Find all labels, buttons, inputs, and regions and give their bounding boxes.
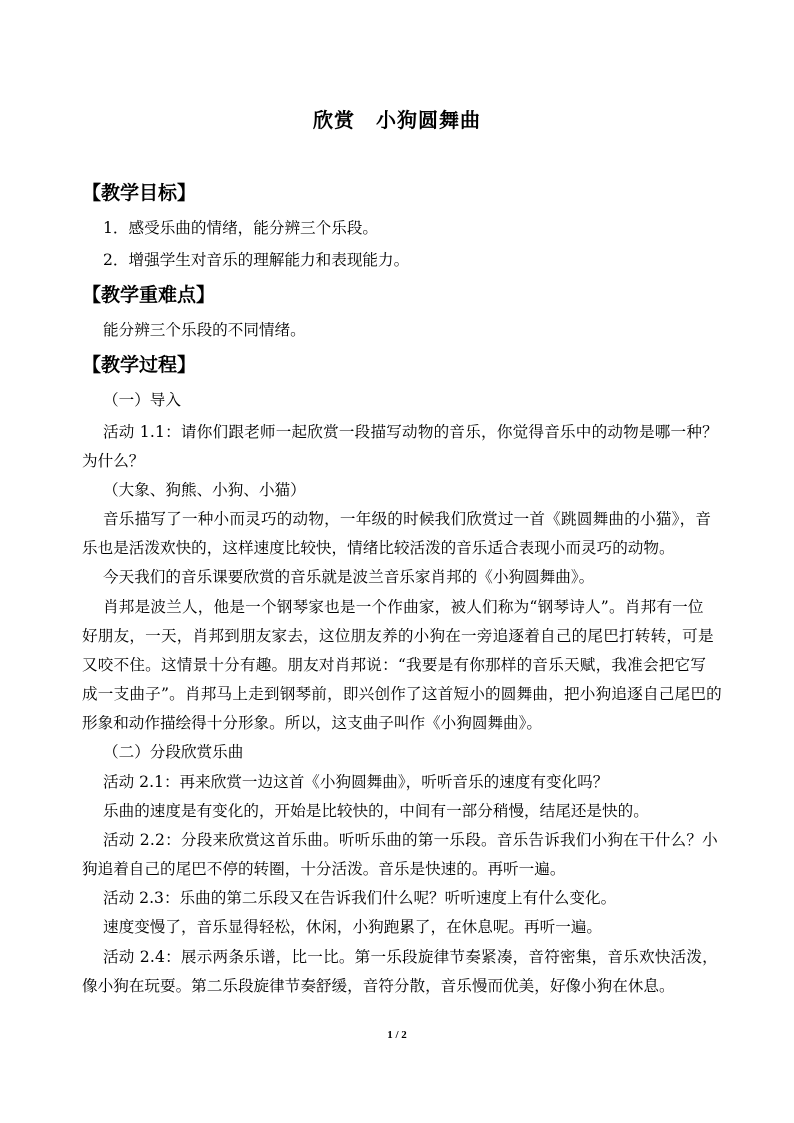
- process-subheading: （二）分段欣赏乐曲: [103, 743, 244, 761]
- process-line: 乐也是活泼欢快的，这样速度比较快，情绪比较活泼的音乐适合表现小而灵巧的动物。: [82, 539, 675, 557]
- process-line: 活动 2.3：乐曲的第二乐段又在告诉我们什么呢？听听速度上有什么变化。: [103, 889, 617, 907]
- goal-item: 1．感受乐曲的情绪，能分辨三个乐段。: [103, 219, 379, 237]
- process-line: （大象、狗熊、小狗、小猫）: [103, 481, 306, 499]
- process-line: 狗追着自己的尾巴不停的转圈，十分活泼。音乐是快速的。再听一遍。: [82, 860, 566, 878]
- process-line: 成一支曲子”。肖邦马上走到钢琴前，即兴创作了这首短小的圆舞曲，把小狗追逐自己尾巴的: [82, 685, 722, 703]
- process-line: 为什么？: [82, 452, 145, 470]
- process-line: 音乐描写了一种小而灵巧的动物，一年级的时候我们欣赏过一首《跳圆舞曲的小猫》，音: [103, 510, 712, 528]
- process-line: 速度变慢了，音乐显得轻松，休闲，小狗跑累了，在休息呢。再听一遍。: [103, 918, 603, 936]
- section-heading-key-points: 【教学重难点】: [82, 284, 216, 306]
- process-line: 活动 2.2：分段来欣赏这首乐曲。听听乐曲的第一乐段。音乐告诉我们小狗在干什么？小: [103, 831, 718, 849]
- process-line: 乐曲的速度是有变化的，开始是比较快的，中间有一部分稍慢，结尾还是快的。: [103, 802, 649, 820]
- process-line: 活动 1.1：请你们跟老师一起欣赏一段描写动物的音乐，你觉得音乐中的动物是哪一种？: [103, 423, 718, 441]
- process-line: 活动 2.4：展示两条乐谱，比一比。第一乐段旋律节奏紧凑，音符密集，音乐欢快活泼，: [103, 948, 718, 966]
- section-heading-process: 【教学过程】: [82, 354, 197, 376]
- section-heading-goals: 【教学目标】: [82, 182, 197, 204]
- process-line: 好朋友，一天，肖邦到朋友家去，这位朋友养的小狗在一旁追逐着自己的尾巴打转转，可是: [82, 627, 714, 645]
- process-line: 肖邦是波兰人，他是一个钢琴家也是一个作曲家，被人们称为“钢琴诗人”。肖邦有一位: [103, 598, 704, 616]
- goal-item: 2．增强学生对音乐的理解能力和表现能力。: [103, 251, 410, 269]
- process-line: 形象和动作描绘得十分形象。所以，这支曲子叫作《小狗圆舞曲》。: [82, 714, 543, 732]
- process-line: 活动 2.1：再来欣赏一边这首《小狗圆舞曲》，听听音乐的速度有变化吗？: [103, 773, 609, 791]
- page-title: 欣赏 小狗圆舞曲: [313, 108, 481, 132]
- process-line: 又咬不住。这情景十分有趣。朋友对肖邦说：“我要是有你那样的音乐天赋，我准会把它写: [82, 656, 707, 674]
- key-point-text: 能分辨三个乐段的不同情绪。: [103, 321, 306, 339]
- page-number: 1 / 2: [387, 1029, 407, 1041]
- process-line: 今天我们的音乐课要欣赏的音乐就是波兰音乐家肖邦的《小狗圆舞曲》。: [103, 568, 595, 586]
- process-subheading: （一）导入: [103, 391, 181, 409]
- process-line: 像小狗在玩耍。第二乐段旋律节奏舒缓，音符分散，音乐慢而优美，好像小狗在休息。: [82, 977, 675, 995]
